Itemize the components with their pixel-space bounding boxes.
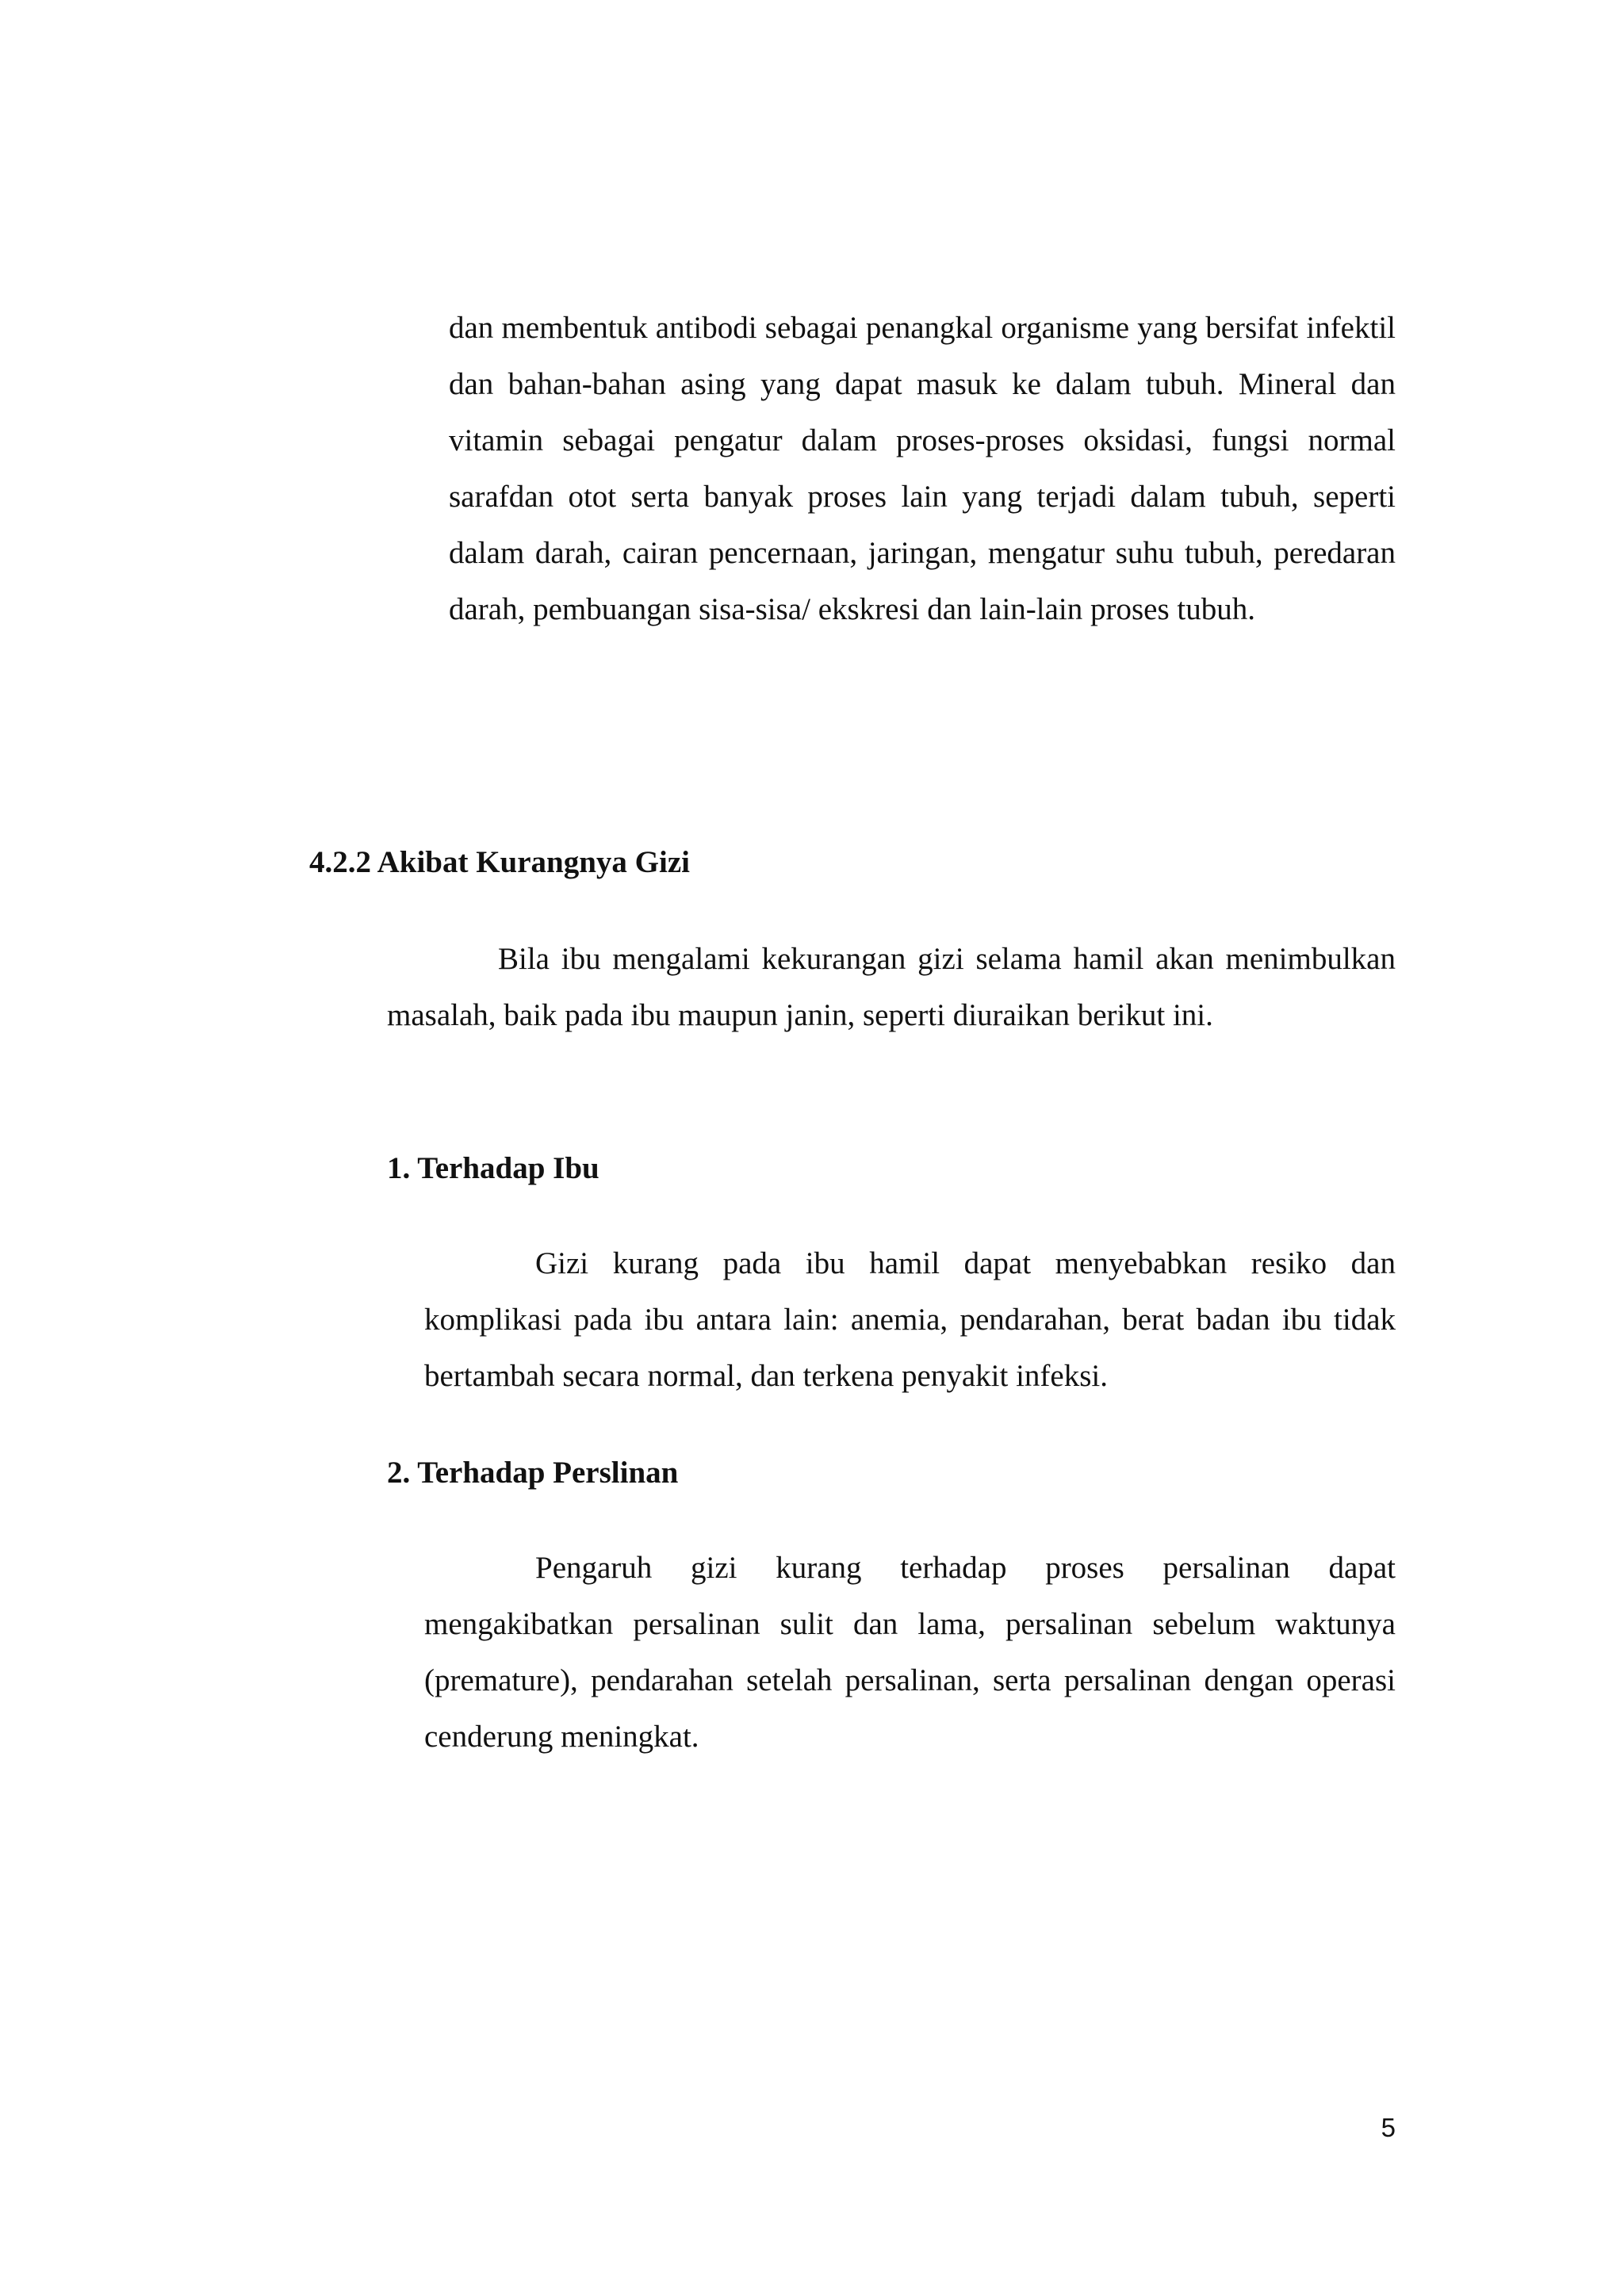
section-paragraph: Bila ibu mengalami kekurangan gizi selama hamil akan menimbulkan masalah, baik pada ibu maupun janin, seperti diuraikan berikut ini. [387,942,1396,1032]
subsection-heading-persalinan: 2. Terhadap Perslinan [387,1456,679,1490]
subsection-heading-ibu: 1. Terhadap Ibu [387,1151,599,1185]
subsection-paragraph-ibu: Gizi kurang pada ibu hamil dapat menyebabkan resiko dan komplikasi pada ibu antara lain: anemia, pendarahan, berat badan ibu tidak bertambah secara normal, dan terkena penyakit infeksi. [424,1246,1396,1393]
page-number: 5 [1381,2113,1396,2142]
section-heading: 4.2.2 Akibat Kurangnya Gizi [309,845,690,879]
intro-paragraph: dan membentuk antibodi sebagai penangkal organisme yang bersifat infektil dan bahan-bahan asing yang dapat masuk ke dalam tubuh. Mineral dan vitamin sebagai pengatur dalam proses-proses oksidasi, fungsi normal sarafdan otot serta banyak proses lain yang terjadi dalam tubuh, seperti dalam darah, cairan pencernaan, jaringan, mengatur suhu tubuh, peredaran darah, pembuangan sisa-sisa/ ekskresi dan lain-lain proses tubuh. [449,311,1396,626]
subsection-paragraph-persalinan: Pengaruh gizi kurang terhadap proses persalinan dapat mengakibatkan persalinan sulit dan lama, persalinan sebelum waktunya (premature), pendarahan setelah persalinan, serta persalinan dengan operasi cenderung meningkat. [424,1551,1396,1754]
